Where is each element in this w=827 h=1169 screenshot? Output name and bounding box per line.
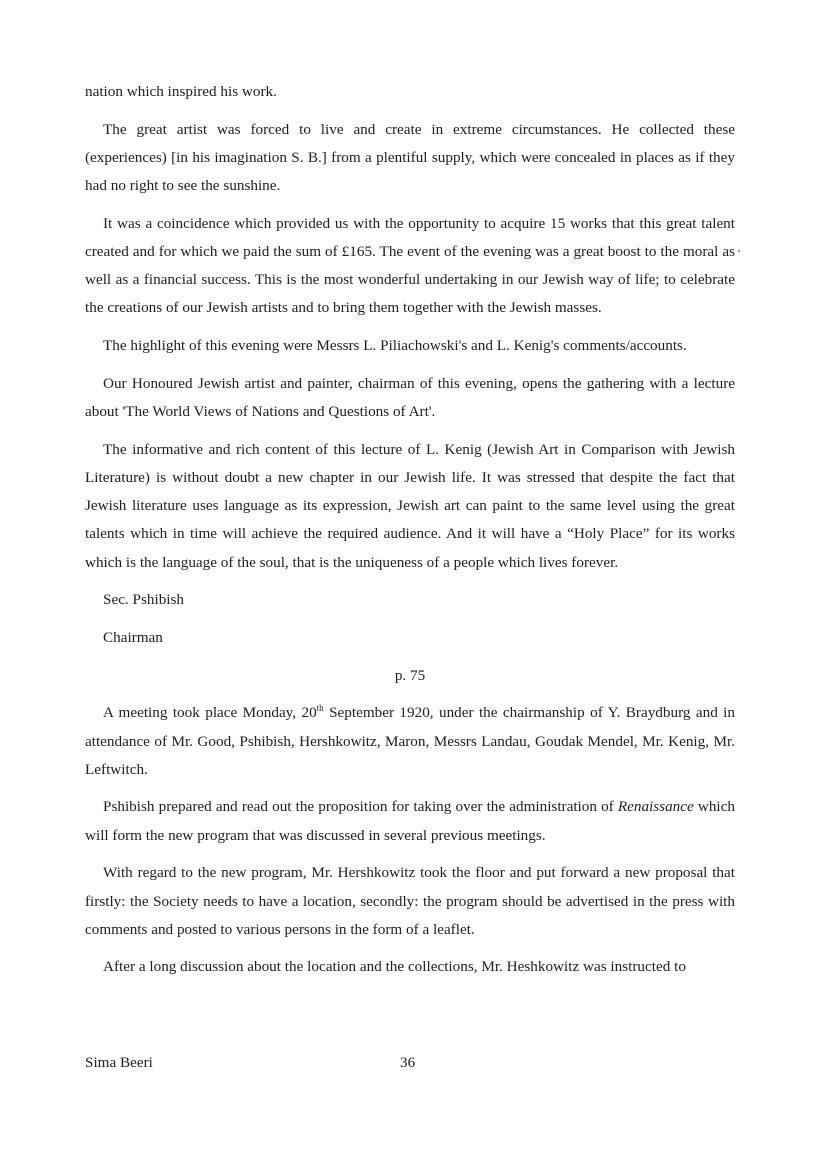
footer-author: Sima Beeri	[85, 1054, 153, 1071]
scan-speck	[738, 250, 740, 252]
paragraph-acquisition: It was a coincidence which provided us with the opportunity to acquire 15 works that this great talent created and for which we paid the sum of £165. The event of the evening was a great boost to the moral as well as a financial success. This is the most wonderful undertaking in our Jewish way of life; to celebrate the creations of our Jewish artists and to bring them together with the Jewish masses.	[85, 214, 735, 317]
paragraph-proposition	[85, 793, 735, 849]
body-text	[85, 78, 735, 991]
meeting-text-start: A meeting took place Monday, 20	[103, 704, 317, 722]
ordinal-suffix: th	[316, 703, 324, 714]
footer-page-number: 36	[400, 1054, 416, 1071]
paragraph-artist-circumstances: The great artist was forced to live and create in extreme circumstances. He collected these (experiences) [in his imagination S. B.] from a plentiful supply, which were concealed in places as if they had no right to see the sunshine.	[85, 120, 735, 195]
paragraph-meeting	[85, 699, 735, 784]
meeting-text-end: September 1920, under the chairmanship of Y. Braydburg and in attendance of Mr. Good, Pshibish, Hershkowitz, Maron, Messrs Landau, Goudak Mendel, Mr. Kenig, Mr. Leftwitch.	[85, 704, 735, 778]
paragraph-highlight: The highlight of this evening were Messrs L. Piliachowski's and L. Kenig's comments/accounts.	[103, 337, 687, 355]
paragraph-location-discussion: After a long discussion about the location and the collections, Mr. Heshkowitz was instructed to	[103, 958, 686, 976]
paragraph-lecture: Our Honoured Jewish artist and painter, chairman of this evening, opens the gathering with a lecture about 'The World Views of Nations and Questions of Art'.	[85, 374, 735, 421]
proposition-text-end: which will form the new program that was discussed in several previous meetings.	[85, 798, 735, 844]
signature-chairman: Chairman	[103, 628, 163, 646]
proposition-text-start: Pshibish prepared and read out the proposition for taking over the administration of	[103, 798, 618, 816]
paragraph-new-program: With regard to the new program, Mr. Hershkowitz took the floor and put forward a new proposal that firstly: the Society needs to have a location, secondly: the program should be advertised in the press with comments and posted to various persons in the form of a leaflet.	[85, 864, 735, 938]
page-reference: p. 75	[394, 666, 426, 684]
paragraph-continuation: nation which inspired his work.	[85, 83, 277, 100]
signature-secretary: Sec. Pshibish	[103, 591, 185, 609]
renaissance-title: Renaissance	[617, 798, 694, 816]
paragraph-lecture-content: The informative and rich content of this lecture of L. Kenig (Jewish Art in Comparison with Jewish Literature) is without doubt a new chapter in our Jewish life. It was stressed that despite the fact that Jewish literature uses language as its expression, Jewish art can paint to the same level using the great talents which in time will achieve the required audience. And it will have a “Holy Place” for its works which is the language of the soul, that is the uniqueness of a people which lives forever.	[85, 440, 735, 571]
